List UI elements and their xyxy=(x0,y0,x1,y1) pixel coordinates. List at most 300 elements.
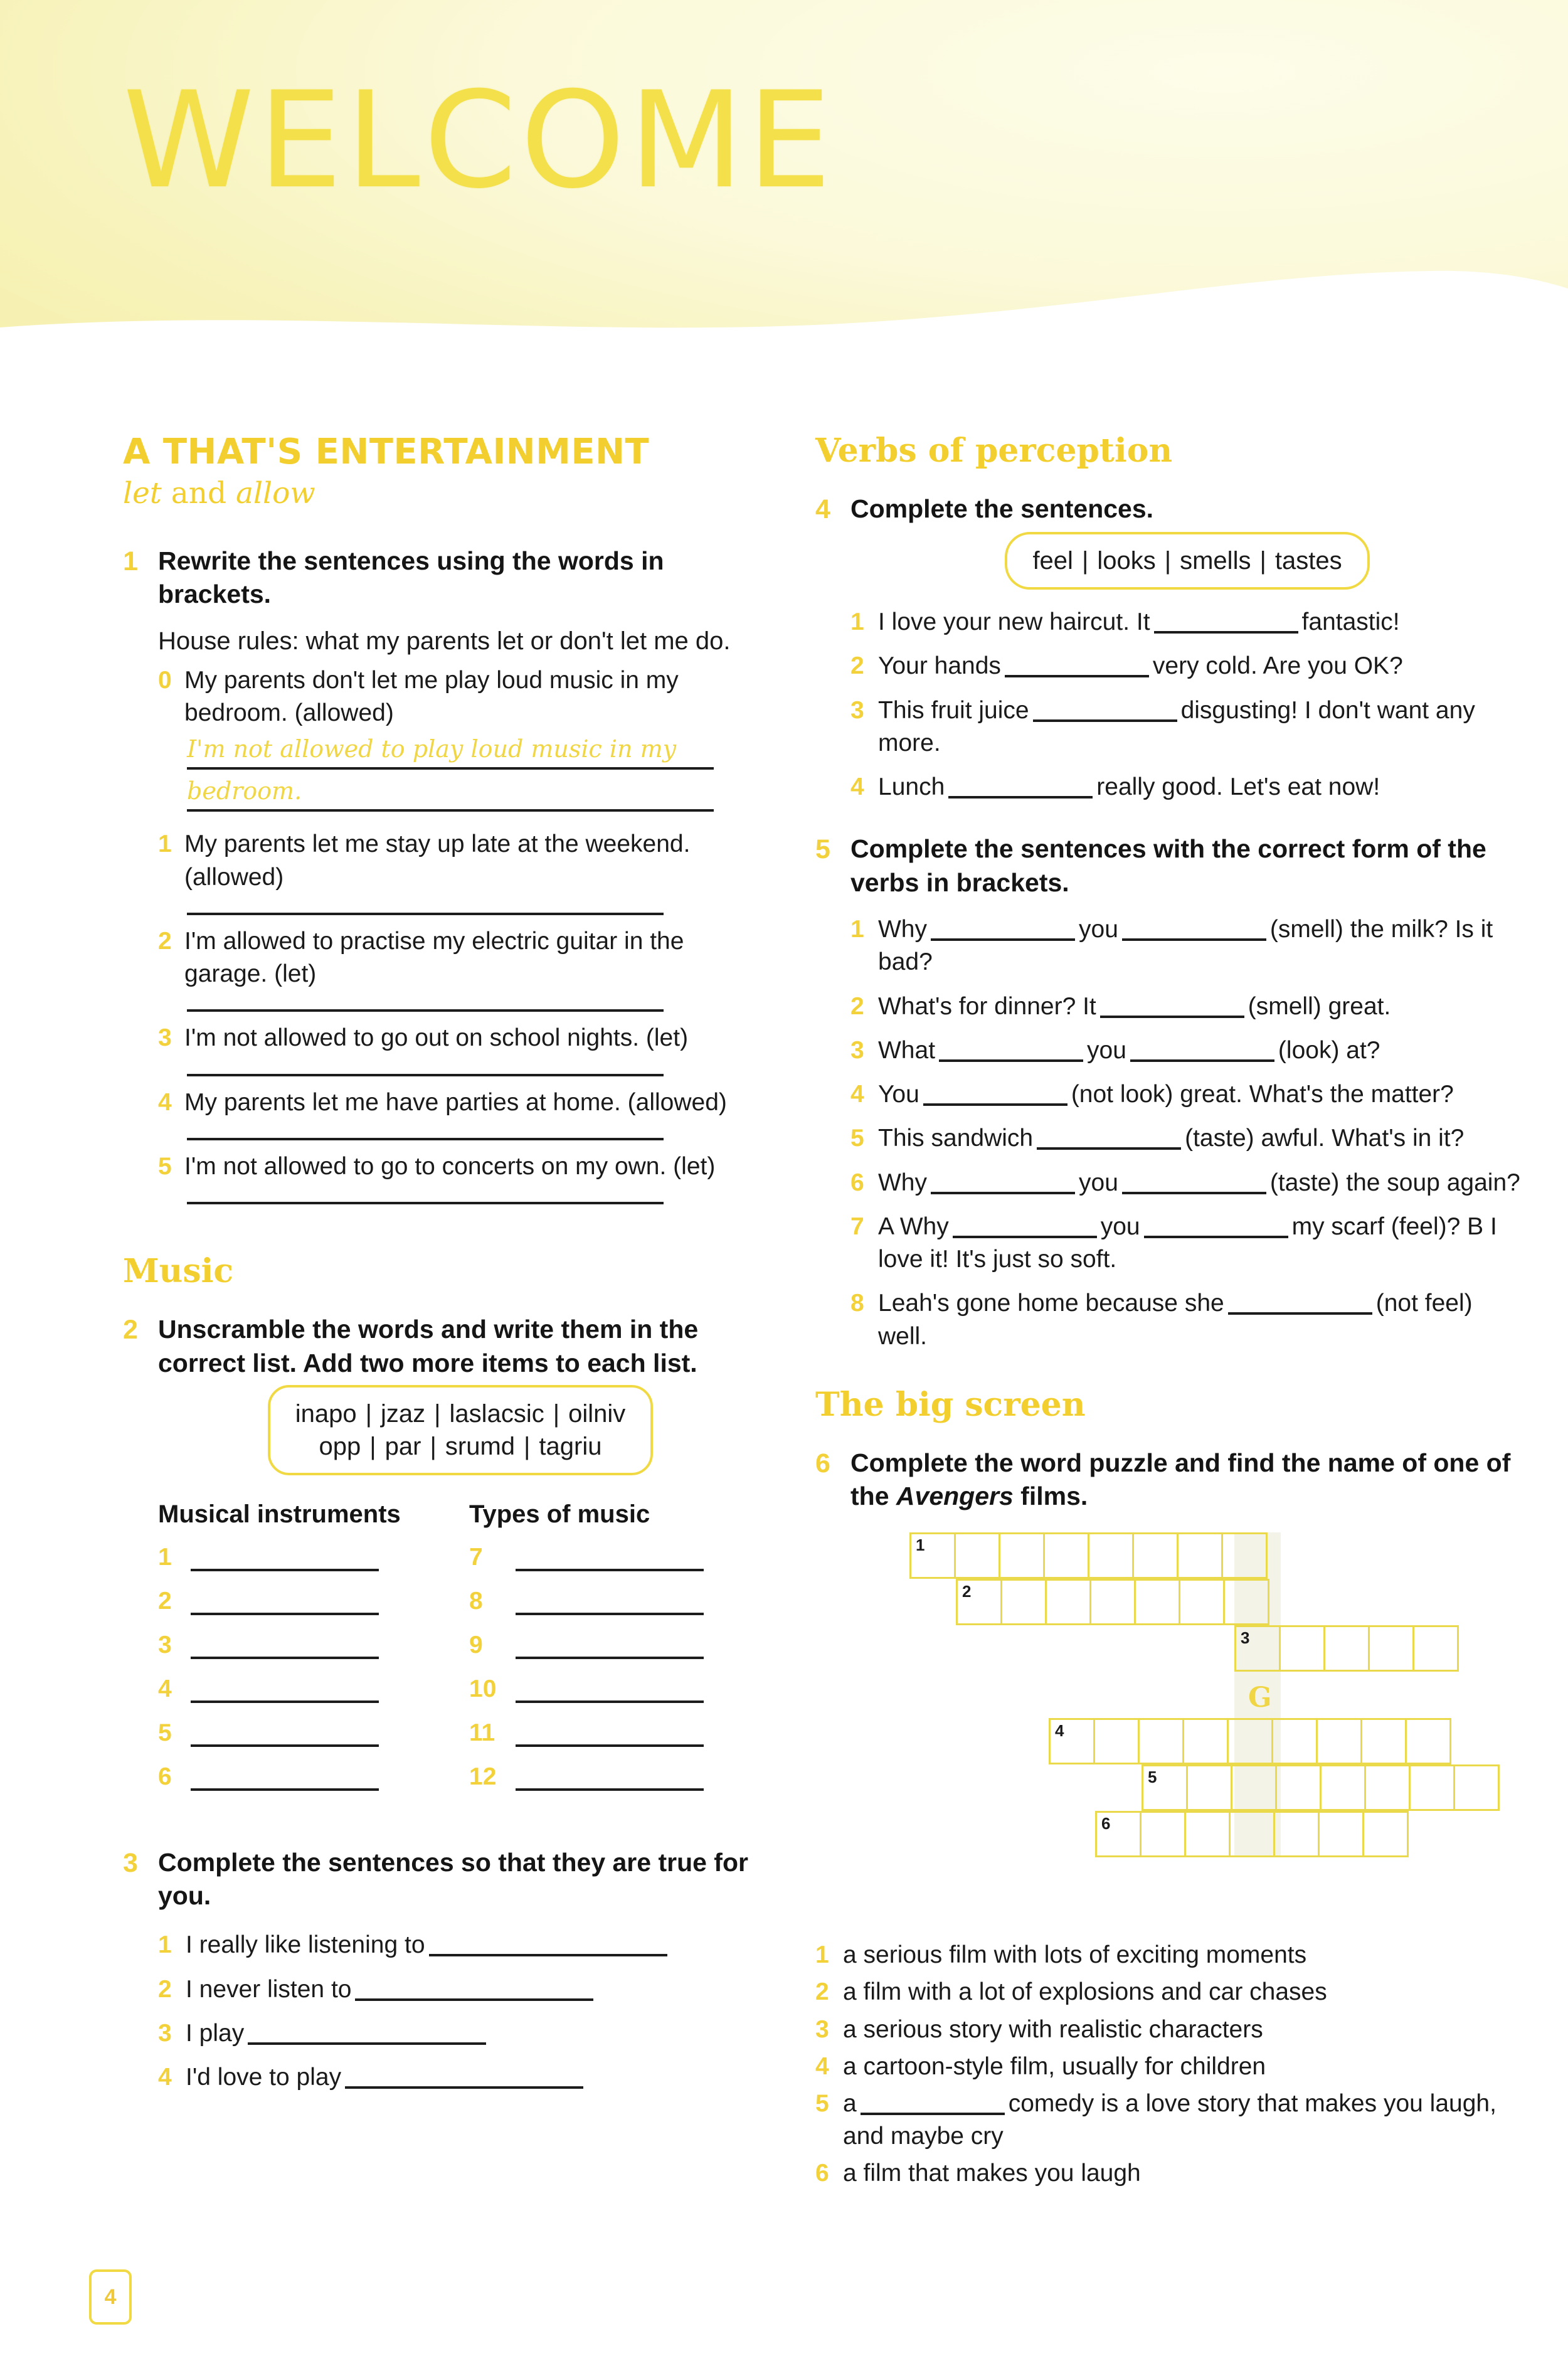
rubric-pre: Complete the word puzzle and find the name of one of the xyxy=(850,1448,1511,1511)
answer-blank[interactable] xyxy=(1122,938,1266,941)
list-item xyxy=(158,828,763,894)
word-bank xyxy=(1005,532,1369,590)
exercise-2-number: 2 xyxy=(123,1315,138,1345)
item-text xyxy=(878,1211,1524,1276)
word-bank-line-2 xyxy=(295,1430,626,1463)
list-item xyxy=(815,1976,1524,2008)
crossword-row-3[interactable] xyxy=(1234,1625,1459,1672)
item-prompt-pre: Your hands xyxy=(878,652,1001,680)
crossword-cell[interactable] xyxy=(1179,1579,1225,1625)
clue-text xyxy=(843,2088,1524,2152)
item-prompt-a: What's for dinner? It xyxy=(878,992,1096,1020)
crossword-cell[interactable] xyxy=(1049,1718,1095,1764)
exercise-5-rubric: Complete the sentences with the correct form of the verbs in brackets. xyxy=(850,834,1486,897)
crossword-row-4[interactable] xyxy=(1049,1718,1451,1764)
answer-blank[interactable] xyxy=(1037,1147,1181,1150)
crossword-cell[interactable] xyxy=(1409,1764,1455,1811)
crossword-cell[interactable] xyxy=(1140,1811,1186,1857)
answer-write-line[interactable] xyxy=(187,1138,664,1140)
clue-text: a serious story with realistic characters xyxy=(843,2015,1263,2043)
exercise-1-lead: House rules: what my parents let or don't let me do. xyxy=(158,627,731,655)
item-number: 3 xyxy=(158,1631,172,1658)
crossword-row-6[interactable] xyxy=(1095,1811,1409,1857)
crossword-clue-number: 3 xyxy=(1241,1628,1250,1647)
crossword-cell[interactable] xyxy=(1000,1579,1047,1625)
item-prompt-c: (taste) awful. What's in it? xyxy=(1185,1125,1465,1152)
crossword-cell[interactable] xyxy=(1405,1718,1451,1764)
answer-blank[interactable] xyxy=(1144,1236,1288,1238)
answer-write-line[interactable] xyxy=(516,1723,704,1747)
list-item xyxy=(158,2017,763,2050)
answer-blank[interactable] xyxy=(345,2086,583,2089)
item-text xyxy=(878,650,1524,682)
item-prompt-c: (smell) the milk? Is it bad? xyxy=(878,916,1493,976)
left-column xyxy=(123,433,763,2123)
item-text xyxy=(186,2061,763,2094)
list-item xyxy=(850,694,1524,760)
item-prompt-c: (not look) great. What's the matter? xyxy=(1071,1081,1454,1108)
subsection-title-big-screen: The big screen xyxy=(815,1385,1086,1424)
word-bank-line-1 xyxy=(295,1398,626,1430)
item-number: 8 xyxy=(469,1587,483,1615)
list-item xyxy=(469,1631,733,1659)
list-column-instruments xyxy=(158,1500,421,1807)
list-item xyxy=(850,1034,1524,1067)
crossword-cell[interactable] xyxy=(1093,1718,1140,1764)
crossword-cell[interactable] xyxy=(1412,1625,1459,1672)
clue-number: 4 xyxy=(815,2053,829,2080)
separator-icon: | xyxy=(553,1399,560,1428)
crossword-cell[interactable] xyxy=(954,1532,1000,1579)
item-text: I'm not allowed to go out on school nights. (let) xyxy=(184,1024,689,1052)
answer-blank[interactable] xyxy=(1100,1016,1244,1018)
answer-write-line[interactable] xyxy=(191,1547,379,1571)
clue-number: 2 xyxy=(815,1978,829,2006)
item-number: 9 xyxy=(469,1631,483,1658)
right-column xyxy=(815,433,1524,2219)
crossword-row-5[interactable] xyxy=(1142,1764,1500,1811)
crossword-cell[interactable] xyxy=(1234,1625,1281,1672)
item-prompt-post: really good. Let's eat now! xyxy=(1096,773,1380,801)
item-number: 3 xyxy=(850,1036,864,1064)
separator-icon: | xyxy=(430,1432,437,1460)
answer-write-line[interactable] xyxy=(187,1009,664,1012)
crossword-cell[interactable] xyxy=(1089,1579,1136,1625)
item-prompt-a: A Why xyxy=(878,1212,949,1240)
clue-text-pre: a xyxy=(843,2090,857,2118)
exercise-4-header xyxy=(815,492,1524,527)
item-number: 1 xyxy=(158,1543,172,1571)
crossword-cell[interactable] xyxy=(1043,1532,1089,1579)
answer-blank[interactable] xyxy=(931,1192,1075,1194)
answer-blank[interactable] xyxy=(861,2113,1005,2115)
item-prompt-pre: I love your new haircut. It xyxy=(878,608,1150,636)
rubric-post: films. xyxy=(1013,1482,1088,1511)
crossword-cell[interactable] xyxy=(1088,1532,1134,1579)
answer-write-line[interactable] xyxy=(187,1202,664,1204)
item-prompt-c: (smell) great. xyxy=(1248,992,1391,1020)
item-prompt-post: disgusting! I don't want any more. xyxy=(878,696,1475,756)
answer-write-line[interactable] xyxy=(187,913,664,915)
subsection-title-perception: Verbs of perception xyxy=(815,432,1173,470)
list-item xyxy=(158,664,763,730)
answer-blank[interactable] xyxy=(1033,719,1177,722)
item-number: 2 xyxy=(158,1587,172,1615)
answer-blank[interactable] xyxy=(953,1236,1097,1238)
item-number: 3 xyxy=(850,696,864,724)
exercise-2 xyxy=(123,1313,763,1807)
answer-write-line[interactable] xyxy=(187,1074,664,1076)
item-prompt-c: (not feel) well. xyxy=(878,1290,1473,1350)
list-header: Types of music xyxy=(469,1500,650,1528)
crossword-cell[interactable] xyxy=(1318,1811,1364,1857)
item-prompt-pre: Lunch xyxy=(878,773,945,801)
list-item xyxy=(158,2061,763,2094)
answer-write-line[interactable] xyxy=(191,1591,379,1615)
crossword-cell[interactable] xyxy=(1362,1811,1409,1857)
crossword-cell[interactable] xyxy=(1271,1718,1318,1764)
exercise-3-rubric: Complete the sentences so that they are true for you. xyxy=(158,1847,748,1911)
list-item xyxy=(850,650,1524,682)
answer-blank[interactable] xyxy=(248,2042,486,2045)
word-chip[interactable]: smells xyxy=(1180,547,1251,575)
crossword-cell[interactable] xyxy=(1138,1718,1184,1764)
list-item xyxy=(158,1588,421,1615)
separator-icon: | xyxy=(434,1399,441,1428)
item-number: 2 xyxy=(850,652,864,680)
word-chip[interactable]: opp xyxy=(319,1432,361,1460)
list-item xyxy=(815,1939,1524,1971)
exercise-4 xyxy=(815,492,1524,804)
crossword-cell[interactable] xyxy=(1279,1625,1325,1672)
item-text xyxy=(186,1973,763,2006)
word-chip[interactable]: laslacsic xyxy=(449,1399,544,1428)
answer-blank[interactable] xyxy=(429,1954,667,1956)
answer-write-line[interactable] xyxy=(191,1679,379,1703)
clue-number: 6 xyxy=(815,2160,829,2187)
exercise-2-header xyxy=(123,1313,763,1380)
item-text xyxy=(878,990,1524,1023)
exercise-3-header xyxy=(123,1846,763,1913)
word-chip[interactable]: jzaz xyxy=(381,1399,426,1428)
answer-blank[interactable] xyxy=(948,796,1093,798)
list-item xyxy=(850,1211,1524,1276)
list-item xyxy=(815,2051,1524,2082)
exercise-5-header xyxy=(815,832,1524,899)
item-text xyxy=(878,694,1524,760)
word-chip[interactable]: inapo xyxy=(295,1399,357,1428)
crossword-clue-number: 2 xyxy=(962,1581,972,1601)
item-number: 2 xyxy=(850,992,864,1020)
crossword-grid[interactable] xyxy=(909,1532,1461,1921)
item-text xyxy=(878,1078,1524,1111)
list-item xyxy=(158,1719,421,1747)
item-prompt-c: (look) at? xyxy=(1278,1036,1380,1064)
page-banner xyxy=(0,0,1568,401)
item-number: 8 xyxy=(850,1290,864,1317)
item-text xyxy=(878,1034,1524,1067)
item-number: 11 xyxy=(469,1719,495,1746)
crossword-cell[interactable] xyxy=(1453,1764,1500,1811)
crossword-clues xyxy=(815,1939,1524,2190)
crossword-cell[interactable] xyxy=(1134,1579,1180,1625)
item-number: 7 xyxy=(469,1543,483,1571)
list-column-types xyxy=(469,1500,733,1807)
list-item xyxy=(158,1544,421,1571)
crossword-cell[interactable] xyxy=(1184,1811,1231,1857)
item-number: 5 xyxy=(850,1125,864,1152)
answer-blank[interactable] xyxy=(355,1998,593,2001)
item-text: I'm not allowed to go to concerts on my own. (let) xyxy=(184,1152,716,1180)
subtitle-allow: allow xyxy=(236,475,315,511)
exercise-6 xyxy=(815,1446,1524,2190)
crossword-cell[interactable] xyxy=(1368,1625,1414,1672)
item-prompt-b: you xyxy=(1079,916,1118,943)
item-prompt-a: Why xyxy=(878,916,927,943)
clue-number: 3 xyxy=(815,2015,829,2043)
page-title: WELCOME xyxy=(123,63,835,218)
list-item xyxy=(158,1973,763,2006)
word-chip[interactable]: tastes xyxy=(1274,547,1342,575)
crossword-cell[interactable] xyxy=(956,1579,1002,1625)
exercise-4-rubric: Complete the sentences. xyxy=(850,494,1154,524)
crossword-cell[interactable] xyxy=(1275,1764,1322,1811)
answer-write-line[interactable] xyxy=(191,1767,379,1791)
list-item xyxy=(850,771,1524,804)
crossword-cell[interactable] xyxy=(909,1532,956,1579)
item-prompt: I really like listening to xyxy=(186,1931,425,1959)
list-item xyxy=(850,1078,1524,1111)
crossword-cell[interactable] xyxy=(1360,1718,1407,1764)
exercise-4-number: 4 xyxy=(815,494,830,525)
item-text xyxy=(878,913,1524,979)
word-chip[interactable]: srumd xyxy=(445,1432,516,1460)
item-number: 4 xyxy=(158,1088,172,1116)
exercise-5-number: 5 xyxy=(815,834,830,865)
item-number: 5 xyxy=(158,1719,172,1746)
example-answer-line-2: bedroom. xyxy=(187,776,714,812)
crossword-cell[interactable] xyxy=(1229,1811,1275,1857)
answer-write-line[interactable] xyxy=(516,1635,704,1659)
subtitle-and: and xyxy=(161,475,236,511)
list-item xyxy=(469,1719,733,1747)
answer-write-line[interactable] xyxy=(191,1635,379,1659)
crossword-cell[interactable] xyxy=(999,1532,1045,1579)
crossword-row-1[interactable] xyxy=(909,1532,1268,1579)
answer-write-line[interactable] xyxy=(191,1723,379,1747)
clue-number: 5 xyxy=(815,2090,829,2118)
exercise-3-items xyxy=(158,1929,763,2094)
exercise-1-items xyxy=(158,664,763,1204)
section-title-entertainment: A THAT'S ENTERTAINMENT xyxy=(123,432,650,472)
list-item xyxy=(469,1763,733,1791)
exercise-5-items xyxy=(850,913,1524,1353)
crossword-cell[interactable] xyxy=(1320,1764,1366,1811)
exercise-4-items xyxy=(850,606,1524,804)
exercise-6-rubric xyxy=(850,1446,1524,1514)
exercise-3-number: 3 xyxy=(123,1847,138,1878)
exercise-2-wordbank-wrap xyxy=(158,1380,763,1479)
item-prompt-a: Leah's gone home because she xyxy=(878,1290,1224,1317)
list-item xyxy=(815,2157,1524,2189)
exercise-1 xyxy=(123,544,763,1204)
word-chip[interactable]: feel xyxy=(1032,547,1073,575)
item-number: 1 xyxy=(158,1931,172,1959)
clue-number: 1 xyxy=(815,1941,829,1968)
exercise-3 xyxy=(123,1846,763,2094)
list-item xyxy=(158,1150,763,1183)
crossword-clue-number: 6 xyxy=(1101,1813,1111,1833)
crossword-row-2[interactable] xyxy=(956,1579,1269,1625)
item-number: 4 xyxy=(158,1675,172,1702)
crossword-cell[interactable] xyxy=(1231,1764,1277,1811)
item-number: 6 xyxy=(158,1763,172,1790)
answer-write-line[interactable] xyxy=(516,1679,704,1703)
list-item xyxy=(850,1167,1524,1199)
item-text xyxy=(878,771,1524,804)
exercise-1-number: 1 xyxy=(123,546,138,576)
item-prompt: I play xyxy=(186,2019,245,2047)
crossword-clue-number: 5 xyxy=(1148,1767,1157,1786)
answer-blank[interactable] xyxy=(1154,631,1298,634)
list-item xyxy=(158,1929,763,1961)
item-text xyxy=(878,1287,1524,1353)
item-number: 5 xyxy=(158,1152,172,1180)
separator-icon: | xyxy=(1081,547,1089,575)
crossword-cell[interactable] xyxy=(1323,1625,1370,1672)
answer-blank[interactable] xyxy=(939,1059,1083,1062)
clue-text: a serious film with lots of exciting moments xyxy=(843,1941,1307,1968)
list-header: Musical instruments xyxy=(158,1500,401,1528)
separator-icon: | xyxy=(1259,547,1266,575)
separator-icon: | xyxy=(365,1399,373,1428)
list-item xyxy=(469,1544,733,1571)
list-item xyxy=(158,1675,421,1703)
answer-blank[interactable] xyxy=(931,938,1075,941)
crossword-cell[interactable] xyxy=(1095,1811,1142,1857)
separator-icon: | xyxy=(369,1432,376,1460)
list-item xyxy=(158,1022,763,1054)
word-bank xyxy=(268,1385,654,1475)
list-item xyxy=(469,1588,733,1615)
word-chip[interactable]: looks xyxy=(1097,547,1156,575)
crossword-cell[interactable] xyxy=(1045,1579,1091,1625)
clue-text: a cartoon-style film, usually for children xyxy=(843,2053,1266,2080)
exercise-1-header xyxy=(123,544,763,612)
crossword-highlight-letter: G xyxy=(1248,1681,1272,1714)
item-prompt-b: you xyxy=(1100,1212,1140,1240)
separator-icon: | xyxy=(524,1432,531,1460)
answer-blank[interactable] xyxy=(1005,675,1149,677)
word-bank-line-1 xyxy=(1032,544,1342,577)
item-number: 4 xyxy=(850,773,864,801)
clue-text-post: comedy is a love story that makes you laugh, and maybe cry xyxy=(843,2090,1496,2150)
clue-text: a film that makes you laugh xyxy=(843,2160,1141,2187)
list-item xyxy=(850,606,1524,639)
item-text: My parents don't let me play loud music in my bedroom. (allowed) xyxy=(184,667,679,727)
item-number: 4 xyxy=(158,2064,172,2091)
answer-write-line[interactable] xyxy=(516,1591,704,1615)
item-prompt: I'd love to play xyxy=(186,2064,342,2091)
item-prompt-post: very cold. Are you OK? xyxy=(1152,652,1403,680)
answer-blank[interactable] xyxy=(1130,1059,1274,1062)
crossword-cell[interactable] xyxy=(1364,1764,1411,1811)
item-number: 1 xyxy=(850,608,864,636)
subtitle-let: let xyxy=(123,475,162,511)
item-number: 6 xyxy=(850,1169,864,1196)
item-prompt-post: fantastic! xyxy=(1301,608,1400,636)
item-text xyxy=(186,1929,763,1961)
item-number: 0 xyxy=(158,667,172,694)
banner-wave-shape xyxy=(0,213,1568,401)
crossword-cell[interactable] xyxy=(1221,1532,1268,1579)
list-item xyxy=(158,1086,763,1119)
separator-icon: | xyxy=(1164,547,1172,575)
answer-blank[interactable] xyxy=(1122,1192,1266,1194)
answer-write-line[interactable] xyxy=(516,1767,704,1791)
crossword-cell[interactable] xyxy=(1273,1811,1320,1857)
crossword-cell[interactable] xyxy=(1142,1764,1188,1811)
list-item xyxy=(850,913,1524,979)
section-subtitle-let-allow xyxy=(123,477,763,511)
clue-text: a film with a lot of explosions and car chases xyxy=(843,1978,1327,2006)
item-text xyxy=(878,1167,1524,1199)
item-prompt-a: What xyxy=(878,1036,936,1064)
item-text: My parents let me have parties at home. (allowed) xyxy=(184,1088,727,1116)
exercise-1-rubric: Rewrite the sentences using the words in brackets. xyxy=(158,546,664,608)
answer-blank[interactable] xyxy=(923,1103,1067,1106)
crossword-cell[interactable] xyxy=(1223,1579,1269,1625)
exercise-6-header xyxy=(815,1446,1524,1514)
item-number: 2 xyxy=(158,927,172,955)
item-number: 1 xyxy=(850,916,864,943)
example-answer-handwriting xyxy=(187,734,763,812)
item-number: 1 xyxy=(158,830,172,858)
word-chip[interactable]: oilniv xyxy=(568,1399,626,1428)
rubric-italic-avengers: Avengers xyxy=(896,1482,1014,1511)
crossword-cell[interactable] xyxy=(1227,1718,1273,1764)
crossword-cell[interactable] xyxy=(1182,1718,1229,1764)
crossword-cell[interactable] xyxy=(1177,1532,1223,1579)
item-prompt-c: my scarf (feel)? B I love it! It's just so soft. xyxy=(878,1212,1497,1273)
item-text xyxy=(878,1122,1524,1155)
list-item xyxy=(469,1675,733,1703)
exercise-5 xyxy=(815,832,1524,1352)
exercise-2-lists xyxy=(158,1500,763,1807)
word-chip[interactable]: par xyxy=(384,1432,421,1460)
crossword-cell[interactable] xyxy=(1132,1532,1179,1579)
item-number: 10 xyxy=(469,1675,497,1702)
list-item xyxy=(850,1122,1524,1155)
crossword-cell[interactable] xyxy=(1316,1718,1362,1764)
exercise-4-wordbank-wrap xyxy=(850,527,1524,593)
exercise-6-number: 6 xyxy=(815,1448,830,1478)
item-number: 4 xyxy=(850,1081,864,1108)
answer-write-line[interactable] xyxy=(516,1547,704,1571)
answer-blank[interactable] xyxy=(1228,1312,1372,1315)
item-prompt-a: This sandwich xyxy=(878,1125,1034,1152)
item-number: 3 xyxy=(158,2019,172,2047)
item-number: 12 xyxy=(469,1763,497,1790)
item-prompt-pre: This fruit juice xyxy=(878,696,1029,724)
crossword-clue-number: 1 xyxy=(916,1535,925,1554)
page-number-badge: 4 xyxy=(89,2269,132,2325)
crossword-cell[interactable] xyxy=(1186,1764,1232,1811)
list-item xyxy=(815,2013,1524,2045)
word-chip[interactable]: tagriu xyxy=(539,1432,602,1460)
item-text: I'm allowed to practise my electric guitar in the garage. (let) xyxy=(184,927,684,988)
item-prompt-c: (taste) the soup again? xyxy=(1269,1169,1520,1196)
